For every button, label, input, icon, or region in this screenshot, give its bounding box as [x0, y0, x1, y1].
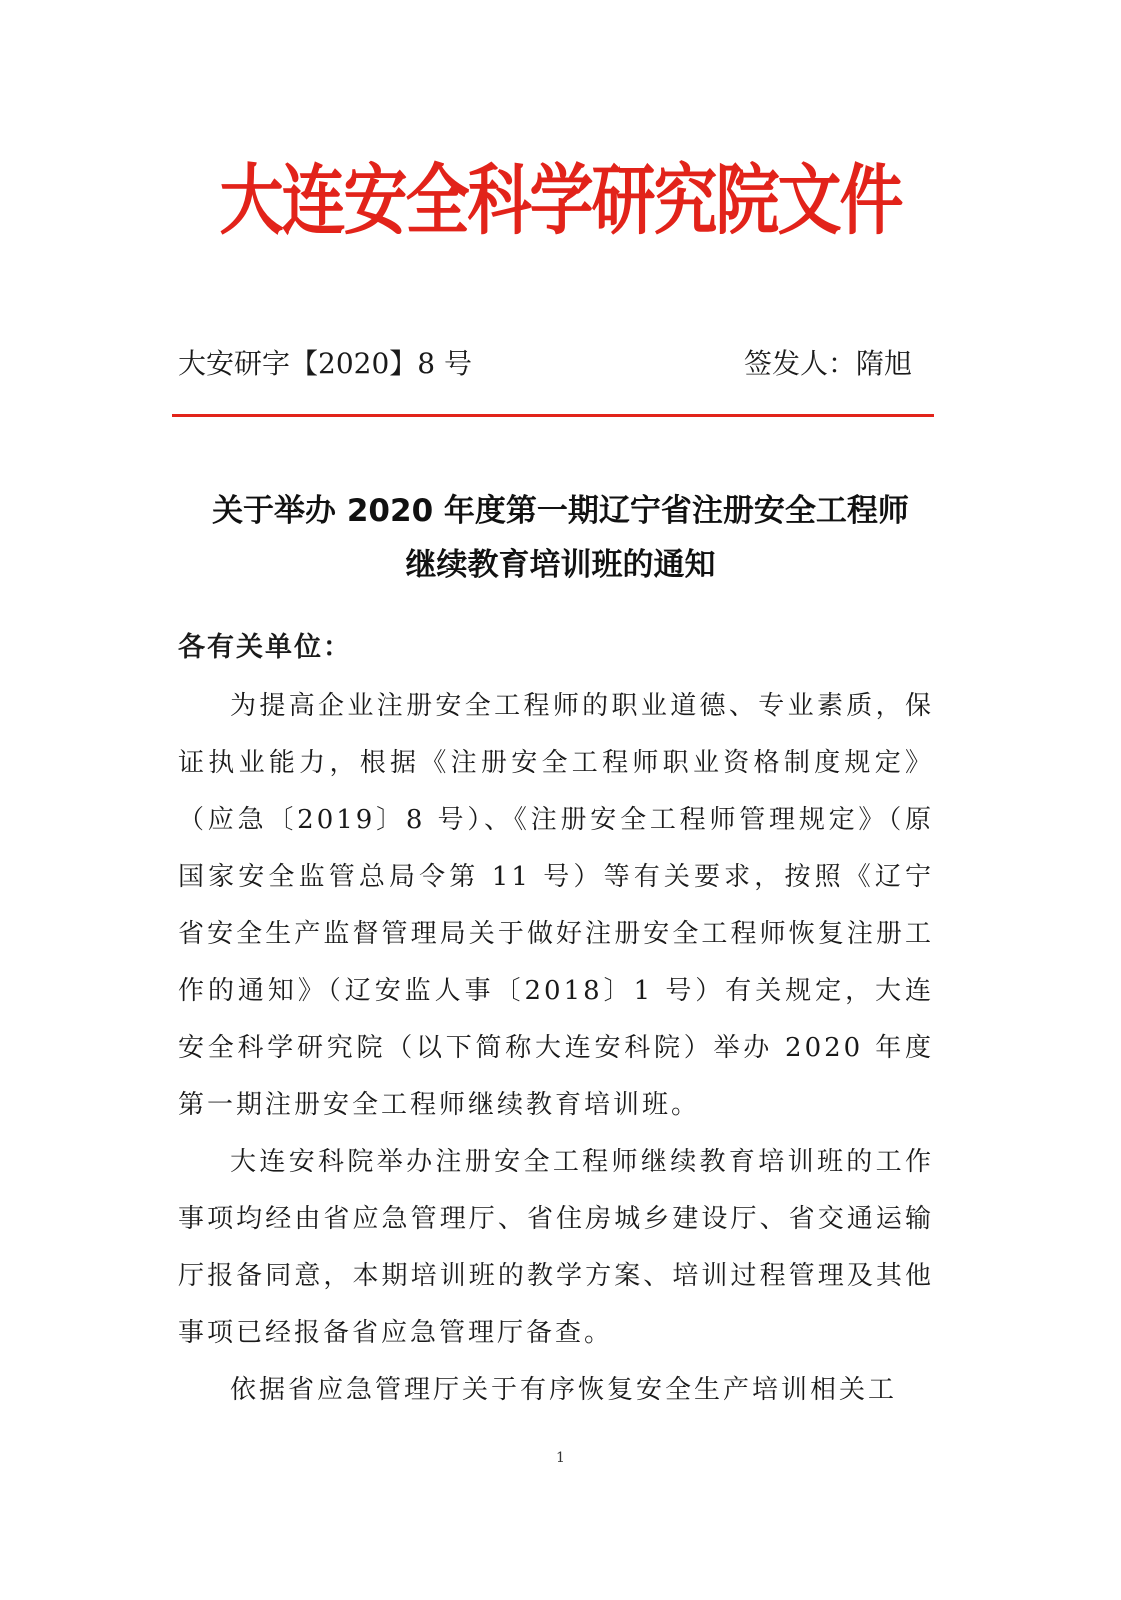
salutation: 各有关单位： [178, 632, 352, 663]
document-number: 大安研字【2020】8 号 [178, 347, 472, 380]
paragraph: 依据省应急管理厅关于有序恢复安全生产培训相关工 [230, 1375, 898, 1405]
page-number: 1 [556, 1450, 565, 1466]
body-text [178, 678, 934, 1419]
notice-title-line-1: 关于举办 2020 年度第一期辽宁省注册安全工程师 [212, 493, 909, 529]
notice-title-line-2: 继续教育培训班的通知 [405, 547, 716, 583]
notice-title [150, 484, 971, 592]
paragraph: 大连安科院举办注册安全工程师继续教育培训班的工作事项均经由省应急管理厅、省住房城乡建设厅、省交通运输厅报备同意，本期培训班的教学方案、培训过程管理及其他事项已经报备省应急管理厅备查。 [178, 1147, 934, 1348]
document-header-line [178, 344, 934, 384]
masthead-title: 大连安全科学研究院文件 [219, 157, 902, 247]
paragraph: 为提高企业注册安全工程师的职业道德、专业素质，保证执业能力，根据《注册安全工程师职业资格制度规定》（应急〔2019〕8 号）、《注册安全工程师管理规定》（原国家安全监管总局令第 11 号）等有关要求，按照《辽宁省安全生产监督管理局关于做好注册安全工程师恢复注册工作的通知》（辽安监人事〔2018〕1 号）有关规定，大连安全科学研究院（以下简称大连安科院）举办 2020 年度第一期注册安全工程师继续教育培训班。 [178, 691, 934, 1120]
signer: 签发人：隋旭 [743, 347, 912, 380]
red-divider [172, 414, 934, 417]
